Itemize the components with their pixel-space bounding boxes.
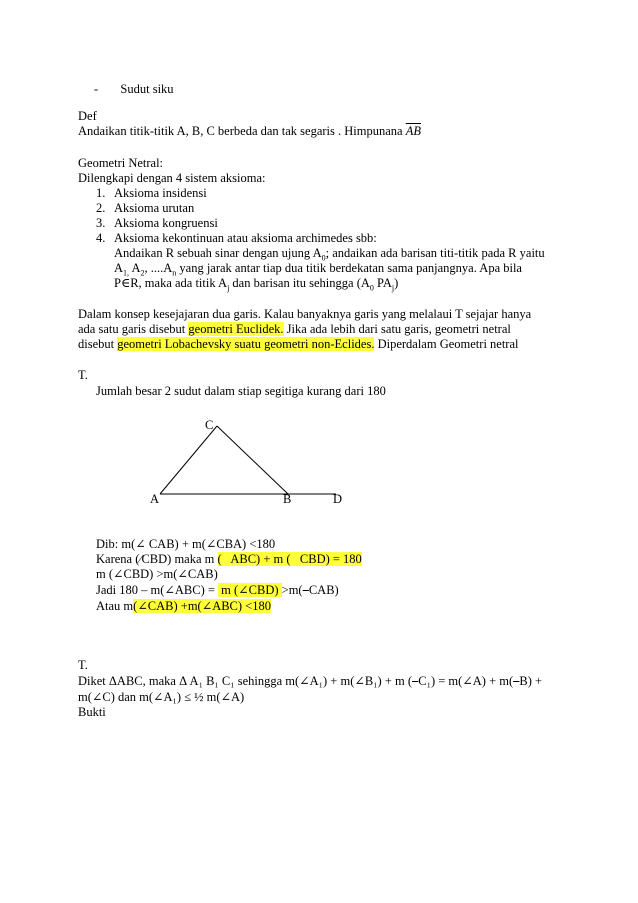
proof-line [96,582,339,598]
highlight-cbd: m (∠CBD) [218,583,282,597]
text-run: A [129,261,141,275]
list-text: Aksioma kekontinuan atau aksioma archimedes sbb: [114,231,377,245]
text-run: Jika ada lebih dari satu garis, geometri netral [283,322,511,336]
list-text: Aksioma kongruensi [114,216,218,230]
theorem-line: Diket ΔABC, maka Δ A₁ B₁ C₁ sehingga m(∠A₁) + m(∠B₁) + m (⎯C₁) = m(∠A) + m(⎯B) + [78,674,543,688]
proof-line: Dib: m(∠ CAB) + m(∠CBA) <180 [96,537,276,551]
text-run: dan barisan itu sehingga (A [229,276,370,290]
bullet-item [94,81,174,97]
text-run: P∈R, maka ada titik A [114,276,228,290]
vertex-label-b: B [283,492,292,506]
subscript: n [172,268,177,278]
highlight-lobachevsky: geometri Lobachevsky suatu geometri non-Eclides. [117,337,375,351]
theorem-heading: T. [78,368,88,382]
highlight-conclusion: (∠CAB) +m(∠ABC) <180 [133,599,271,613]
list-item [96,215,218,231]
text-run: ) [394,276,399,290]
bullet-marker: - [94,82,99,96]
proof-line [96,598,271,614]
subscript: 2 [140,268,145,278]
list-number: 4. [96,231,106,245]
list-text: Aksioma insidensi [114,186,207,200]
theorem-heading: T. [78,658,88,672]
bullet-text: Sudut siku [120,82,174,96]
side-ac [160,426,217,494]
text-run: >m(⎯CAB) [281,583,339,597]
segment-ab: $\overline{AB}$ [405,124,421,138]
list-item [96,200,194,216]
section-heading-geometri-netral: Geometri Netral: [78,156,164,170]
list-number: 3. [96,216,106,230]
list-item [96,230,377,246]
text-run: Jadi 180 – m(∠ABC) = [96,583,219,597]
subscript: 1, [123,268,130,278]
vertex-label-a: A [150,492,160,506]
theorem-statement: Jumlah besar 2 sudut dalam stiap segitiga kurang dari 180 [96,384,386,398]
subscript: j [391,283,395,293]
proof-line: m (∠CBD) >m(∠CAB) [96,567,218,581]
highlight-sum: ( ABC) + m ( CBD) = 180 [217,552,362,566]
archimedes-line-3 [114,275,398,291]
text-run: PA [373,276,392,290]
proof-line [96,551,362,567]
point-label-d: D [333,492,343,506]
vertex-label-c: C [205,418,214,432]
side-cb [217,426,288,494]
def-sentence: Andaikan titik-titik A, B, C berbeda dan tak segaris . Himpunana [78,124,403,138]
archimedes-line-1 [114,245,545,261]
subscript: j [227,283,230,293]
text-run: Andaikan R sebuah sinar dengan ujung A [114,246,322,260]
list-number: 2. [96,201,106,215]
def-heading: Def [78,109,97,123]
text-run: yang jarak antar tiap dua titik berdekatan sama panjangnya. Apa bila [176,261,522,275]
text-run: A [114,261,124,275]
text-run: ; andaikan ada barisan titi-titik pada R yaitu [325,246,545,260]
text-run: ada satu garis disebut [78,322,189,336]
archimedes-line-2 [114,260,522,276]
paragraph-line [78,336,519,352]
section-intro: Dilengkapi dengan 4 sistem aksioma: [78,171,266,185]
list-item [96,185,207,201]
highlight-euclidek: geometri Euclidek. [188,322,284,336]
text-run: Atau m [96,599,134,613]
list-number: 1. [96,186,106,200]
text-run: Karena (∕CBD) maka m [96,552,218,566]
list-text: Aksioma urutan [114,201,195,215]
paragraph-line: Dalam konsep kesejajaran dua garis. Kalau banyaknya garis yang melalaui T sejajar hanya [78,307,532,321]
theorem-line: m(∠C) dan m(∠A₁) ≤ ½ m(∠A) [78,690,245,704]
subscript: 0 [321,253,326,263]
def-text [78,123,421,139]
subscript: 0 [369,283,374,293]
bukti-label: Bukti [78,705,106,719]
paragraph-line [78,321,511,337]
text-run: Diperdalam Geometri netral [374,337,519,351]
text-run: disebut [78,337,118,351]
text-run: , ....A [144,261,173,275]
